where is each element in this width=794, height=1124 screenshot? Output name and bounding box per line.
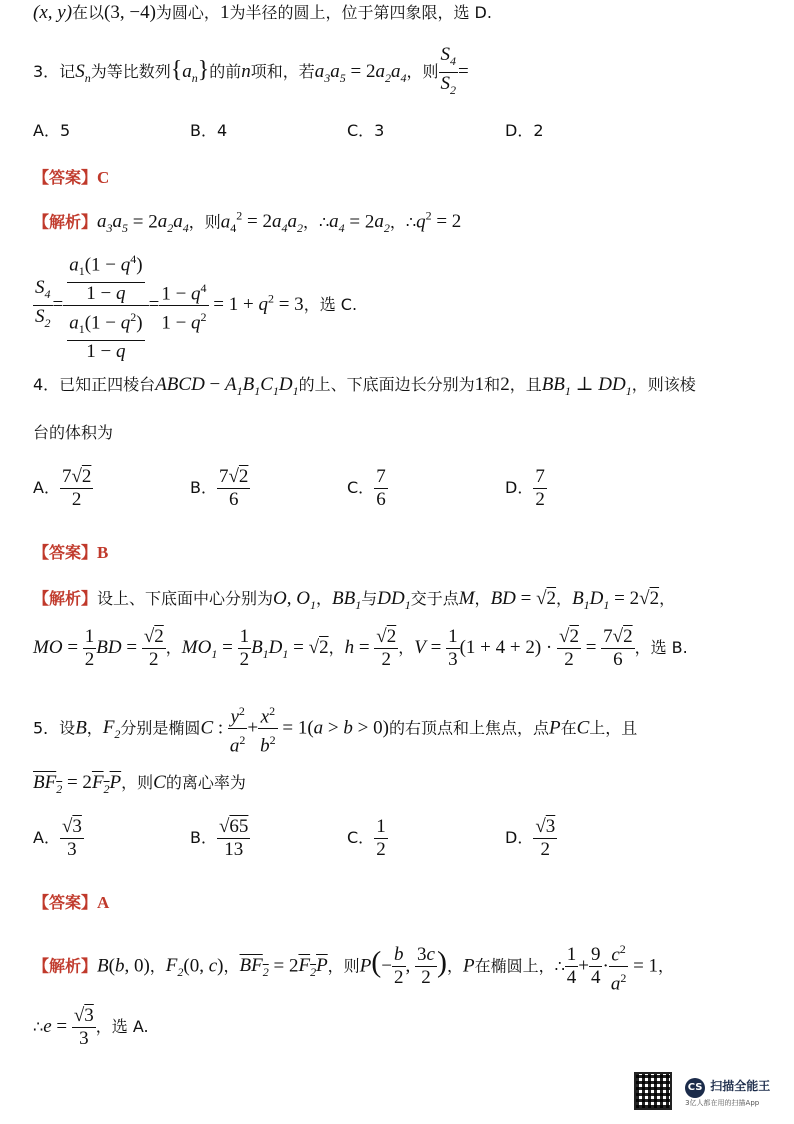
math: = (62, 637, 83, 658)
analysis-label: 【解析】 (33, 956, 98, 976)
math: $B_1D_1$ (572, 588, 610, 612)
math: C (153, 772, 166, 793)
math-center: (3, −4) (104, 2, 156, 23)
answer-value: B (97, 543, 109, 562)
answer-label: 【答案】 (33, 168, 98, 187)
fraction: $\frac{9}{4}$ (590, 944, 601, 989)
math: = (51, 1016, 72, 1037)
fraction: $\frac{x^2}{b^2}$ (258, 700, 278, 758)
math: (1 + 4 + 2) · (459, 637, 557, 658)
math: P (359, 955, 372, 977)
math: + (247, 717, 259, 739)
math: h (344, 637, 355, 658)
math: = (354, 637, 375, 658)
text: ，∴ (302, 212, 330, 232)
fraction: $\frac{1}{3}$ (448, 626, 458, 670)
text: ，选 C. (303, 295, 358, 315)
math: = 2 (62, 772, 92, 793)
text: 交于点 (410, 589, 459, 608)
math: $F_2P$ (91, 772, 122, 796)
math: $A_1B_1C_1D_1$ (225, 374, 299, 398)
text: ∴ (33, 1017, 44, 1036)
math: $DD_1$ (598, 374, 632, 398)
math: · (602, 955, 609, 977)
text: 分别是椭圆 (120, 718, 201, 738)
text: 的前 (209, 61, 242, 81)
cs-logo-icon: CS (685, 1078, 705, 1098)
math-radius: 1 (219, 2, 230, 23)
brand-tagline: 3亿人都在用的扫描App (685, 1098, 760, 1107)
text: 和 (484, 375, 501, 394)
q4-option-d (505, 466, 547, 511)
q3-answer (33, 165, 109, 188)
text: 上，且 (589, 718, 638, 738)
answer-label: 【答案】 (33, 543, 98, 562)
fraction: $\frac{c^2}{a^2}$ (609, 938, 629, 996)
qr-code-icon (634, 1072, 672, 1110)
math: = √2 (288, 637, 329, 658)
text: ，选 B. (634, 638, 688, 657)
math: $BB_1$ (332, 588, 362, 612)
text: 在椭圆上，∴ (474, 956, 565, 976)
brand-name: 扫描全能王 (710, 1078, 771, 1093)
math: , (286, 588, 297, 609)
text: ， (149, 956, 166, 976)
math: ( (371, 945, 382, 979)
math: $a_4a_2$ (271, 211, 303, 236)
math: $a_2a_4$ (375, 60, 407, 85)
q4-stem-line1 (33, 372, 696, 399)
q4-option-a (33, 466, 93, 511)
math: $a_4$ (329, 211, 345, 236)
fraction: $\frac{√2}{2}$ (559, 626, 579, 670)
text: 在以 (72, 3, 105, 22)
math: = 2 (345, 60, 376, 82)
fraction: $\frac{1}{2}$ (239, 626, 250, 670)
math: $BB_1$ (541, 374, 571, 398)
text: 与 (361, 589, 378, 608)
math: BD (490, 588, 516, 609)
q5-option-c (347, 816, 388, 861)
text: ， (659, 589, 676, 608)
math: $a_3a_5$ (97, 211, 129, 236)
text: ，∴ (389, 212, 417, 232)
fraction: $\frac{b}{2}$ (394, 944, 404, 989)
q3-analysis-line2 (33, 248, 357, 363)
math: − (381, 955, 393, 977)
math: = (217, 637, 238, 658)
text: ， (556, 589, 573, 608)
math: = 2 (344, 211, 375, 233)
fraction: $\frac{7√2}{2}$ (61, 466, 92, 510)
q5-analysis-line1 (33, 938, 674, 996)
fraction: $\frac{1}{2}$ (376, 816, 386, 860)
math: $a_3a_5$ (314, 60, 346, 85)
math: C (200, 717, 214, 739)
math: = $1 + q^2 = 3$ (208, 291, 304, 316)
line-0 (33, 2, 492, 24)
q3-option-c: C．3 (347, 121, 385, 140)
math: a (220, 211, 231, 233)
answer-label: 【答案】 (33, 893, 98, 912)
math: = (148, 294, 160, 316)
math: = (121, 637, 142, 658)
math: $DD_1$ (377, 588, 411, 612)
math: + (578, 955, 589, 977)
math: $F_2P$ (298, 955, 328, 980)
q4-prefix: 4．已知正四棱台 (33, 375, 156, 394)
answer-value: A (97, 893, 110, 912)
option-label: B． (190, 828, 217, 847)
option-label: C． (347, 828, 375, 847)
fraction: $\frac{y^2}{a^2}$ (228, 700, 248, 758)
math: V (414, 637, 426, 658)
text: 为等比数列 (90, 61, 171, 81)
q4-analysis-line2 (33, 626, 688, 671)
math: = √2 (515, 588, 557, 609)
fraction: $\frac{1}{4}$ (566, 944, 577, 989)
math: $B_1D_1$ (251, 637, 289, 661)
q5-option-b (190, 816, 250, 861)
text: ，且 (509, 375, 542, 394)
math: $F_2$ (102, 717, 121, 742)
text: ， (398, 638, 415, 657)
math: = (52, 294, 64, 316)
math: q (416, 211, 426, 233)
math: : (213, 717, 228, 739)
math: O (273, 588, 287, 609)
q5-stem-line2 (33, 770, 246, 797)
fraction: $\frac{1 - q^4}{1 - q^2}$ (159, 277, 208, 335)
math: P (462, 955, 475, 977)
option-label: C． (347, 478, 375, 497)
math: = 2 (268, 955, 299, 977)
q5-option-a (33, 816, 84, 861)
math: $a_2a_4$ (157, 211, 189, 236)
math: = 2√2 (609, 588, 660, 609)
math: 1 (474, 374, 485, 395)
text: 项和，若 (250, 61, 315, 81)
q3-prefix: 3．记 (33, 61, 76, 81)
text: ， (658, 956, 675, 976)
text: = (458, 60, 469, 82)
math: e (43, 1016, 52, 1037)
text: ，则 (121, 773, 154, 792)
text: 在 (560, 718, 577, 738)
math: MO (33, 637, 63, 658)
math: $a_2$ (374, 211, 390, 236)
scanner-watermark (634, 1072, 770, 1110)
text: 的右顶点和上焦点，点 (388, 718, 549, 738)
fraction: $\frac{S_4}{S_2}$ (440, 44, 457, 97)
math: B (97, 955, 109, 977)
text: ，选 A. (95, 1017, 149, 1036)
q4-stem-line2: 台的体积为 (33, 423, 114, 442)
text: ， (86, 718, 103, 738)
analysis-label: 【解析】 (33, 212, 98, 232)
math: BD (96, 637, 122, 658)
math: = 1 (628, 955, 659, 977)
complex-fraction: $\frac{\frac{a_1(1 - q^4)}{1 - q}}{\frac{a_1(1 - q^2)}{1 - q}}$ (63, 248, 148, 363)
text: 设上、下底面中心分别为 (97, 589, 274, 608)
q4-option-b (190, 466, 250, 511)
q3-option-a: A．5 (33, 121, 71, 140)
text: ，则该棱 (631, 375, 696, 394)
option-label: A． (33, 478, 60, 497)
math: $F_2$ (165, 955, 184, 980)
fraction: $\frac{7√2}{6}$ (218, 466, 249, 510)
math: $^2$ = 2 (425, 209, 462, 233)
math: ABCD (155, 374, 205, 395)
text: ，则 (188, 212, 221, 232)
math: (0, c) (183, 955, 224, 977)
fraction: $\frac{3c}{2}$ (417, 944, 435, 989)
option-label: D． (505, 828, 534, 847)
math: } (197, 56, 210, 83)
math: = (425, 637, 447, 658)
math: C (576, 717, 590, 739)
q5-prefix: 5．设 (33, 718, 76, 738)
math: $a_n$ (182, 60, 198, 85)
answer-value: C (97, 168, 110, 187)
math: = 2 (128, 211, 158, 233)
q3-option-d: D．2 (505, 121, 544, 140)
text: 的离心率为 (165, 773, 246, 792)
math: { (170, 56, 183, 83)
math: 2 (500, 374, 510, 395)
analysis-label: 【解析】 (33, 589, 98, 608)
text: ， (446, 956, 463, 976)
math: M (458, 588, 475, 609)
math: = 1(a > b > 0) (277, 717, 389, 739)
math: $O_1$ (296, 588, 316, 612)
text: ， (223, 956, 240, 976)
q4-option-c (347, 466, 388, 511)
text: 为圆心， (155, 3, 220, 22)
math: (b, 0) (108, 955, 150, 977)
math: $MO_1$ (181, 637, 218, 661)
q5-stem-line1 (33, 700, 637, 758)
math: n (241, 60, 251, 82)
text: ， (474, 589, 491, 608)
math: − (204, 374, 226, 395)
q4-answer (33, 540, 108, 563)
fraction: $\frac{7}{2}$ (535, 466, 545, 510)
option-label: A． (33, 828, 60, 847)
fraction: $\frac{√3}{3}$ (73, 1005, 94, 1049)
q5-analysis-line2 (33, 1005, 149, 1050)
q3-analysis-line1 (33, 209, 461, 236)
fraction: $\frac{√65}{13}$ (218, 816, 249, 860)
math: = (580, 637, 602, 658)
fraction: $\frac{√3}{2}$ (535, 816, 556, 860)
math-xy: (x, y) (33, 2, 73, 23)
q3-option-b: B．4 (190, 121, 228, 140)
math: $BF_2$ (239, 955, 269, 980)
q5-answer (33, 890, 109, 913)
text: ，则 (406, 61, 439, 81)
text: ，则 (327, 956, 360, 976)
math: $_4^2$ = 2 (230, 209, 272, 236)
math: , (405, 955, 416, 977)
math: $S_n$ (75, 60, 91, 85)
fraction: $\frac{7}{6}$ (376, 466, 386, 510)
fraction: $\frac{S_4}{S_2}$ (35, 277, 51, 330)
q3-stem (33, 44, 469, 101)
math: ⊥ (570, 374, 599, 395)
math: B (75, 717, 87, 739)
math: $BF_2$ (33, 772, 63, 796)
fraction: $\frac{√2}{2}$ (376, 626, 397, 670)
q4-analysis-line1 (33, 586, 675, 613)
fraction: $\frac{7√2}{6}$ (603, 626, 633, 670)
fraction: $\frac{1}{2}$ (84, 626, 95, 670)
fraction: $\frac{√2}{2}$ (143, 626, 164, 670)
text: ， (328, 638, 345, 657)
math: P (548, 717, 561, 739)
text: 为半径的圆上，位于第四象限，选 D. (229, 3, 492, 22)
q5-option-d (505, 816, 557, 861)
text: 的上、下底面边长分别为 (298, 375, 475, 394)
text: ， (165, 638, 182, 657)
option-label: D． (505, 478, 534, 497)
fraction: $\frac{√3}{3}$ (61, 816, 82, 860)
text: ， (316, 589, 333, 608)
option-label: B． (190, 478, 217, 497)
math: ) (436, 945, 447, 979)
